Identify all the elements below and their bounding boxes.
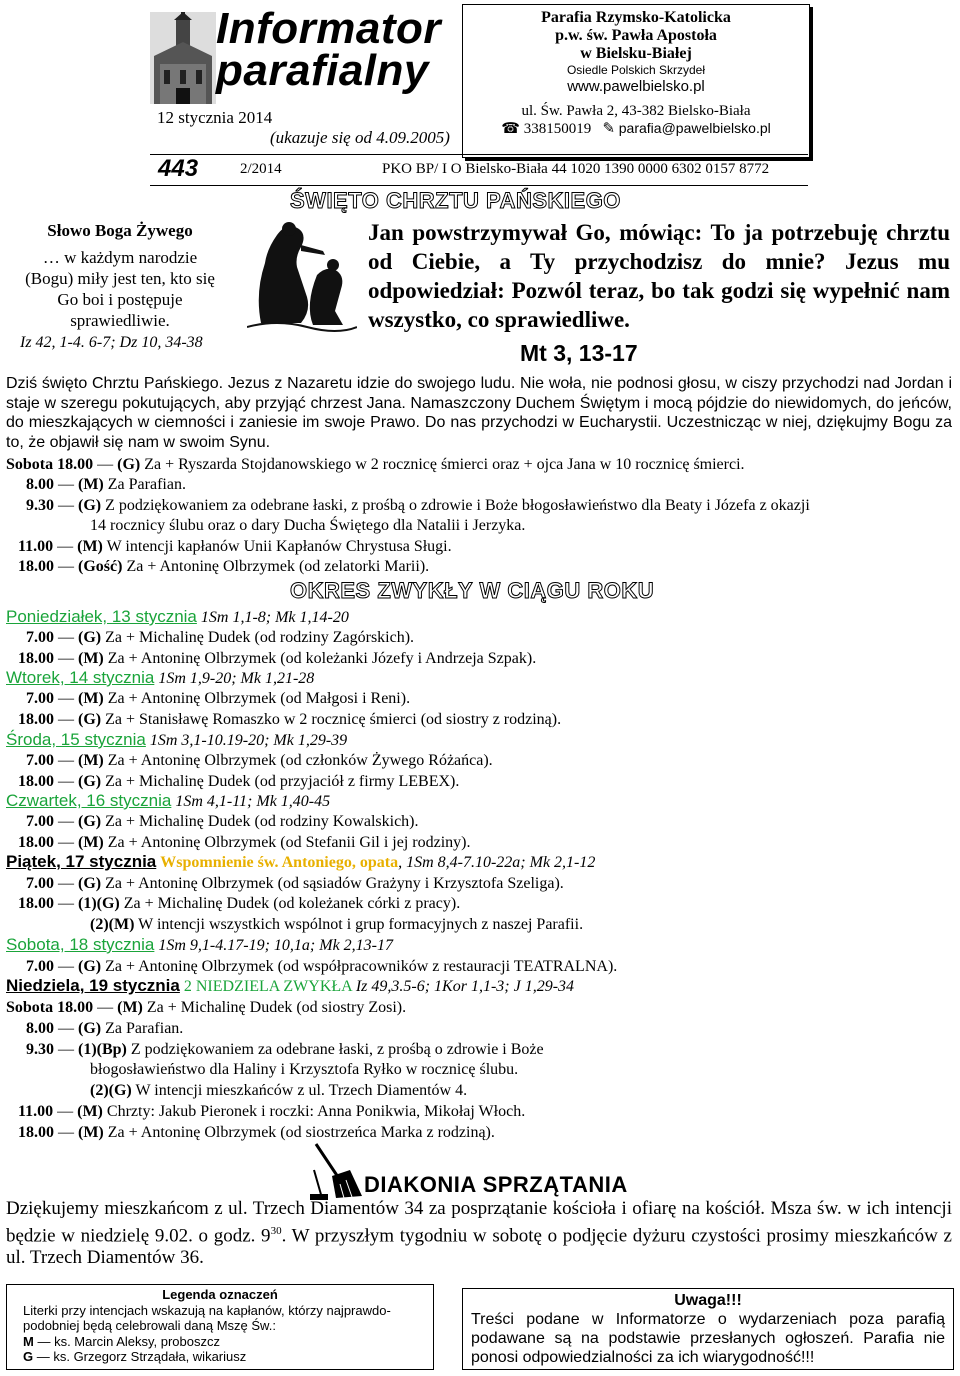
broom-icon <box>310 1140 366 1200</box>
legend-item-m: M — ks. Marcin Aleksy, proboszcz <box>23 1333 220 1349</box>
mass-entry-continued: błogosławieństwo dla Haliny i Krzysztofa Ryłko w rocznicę ślubu. <box>90 1061 519 1078</box>
mass-entry: 9.30 — (1)(Bp) Z podziękowaniem za odebrane łaski, z prośbą o zdrowie i Boże <box>26 1041 544 1058</box>
issue-sub-number: 2/2014 <box>240 161 282 177</box>
day-header-monday: Poniedziałek, 13 stycznia 1Sm 1,1-8; Mk 1,14-20 <box>6 607 349 626</box>
mass-entry: 18.00 — (G) Za + Stanisławę Romaszko w 2 rocznicę śmierci (od siostry z rodziną). <box>18 711 562 728</box>
legend-title: Legenda oznaczeń <box>162 1287 278 1302</box>
mass-entry: 7.00 — (M) Za + Antoninę Olbrzymek (od Małgosi i Reni). <box>26 690 411 707</box>
day-header-tuesday: Wtorek, 14 stycznia 1Sm 1,9-20; Mk 1,21-28 <box>6 668 315 687</box>
cleaning-notice: Dziękujemy mieszkańcom z ul. Trzech Diamentów 34 za posprzątanie kościoła i ofiarę na kościół. Msza św. w ich intencji będzie w niedzielę 9.02. o godz. $9^{30}$. W przyszłym tygodniu w sobotę o podjęcie dyżuru czystości prosimy mieszkańców z ul. Trzech Diamentów 36. <box>6 1198 952 1269</box>
parish-info-box <box>462 4 810 158</box>
newsletter-title <box>216 4 441 95</box>
mass-entry: 7.00 — (M) Za + Antoninę Olbrzymek (od członków Żywego Różańca). <box>26 752 493 769</box>
mass-entry: (2)(M) W intencji wszystkich wspólnot i grup formacyjnych z naszej Parafii. <box>90 916 584 933</box>
mass-entry: 18.00 — (1)(G) Za + Michalinę Dudek (od koleżanek córki z pracy). <box>18 895 461 912</box>
mass-entry: 9.30 — (G) Z podziękowaniem za odebrane łaski, z prośbą o zdrowie i Boże błogosławieństwo dla Beaty i Józefa z okazji <box>26 497 810 514</box>
day-header-sunday: Niedziela, 19 stycznia 2 NIEDZIELA ZWYKŁA Iz 49,3.5-6; 1Kor 1,1-3; J 1,29-34 <box>6 976 575 995</box>
email-icon: ✎ <box>602 121 616 137</box>
feast-title: ŚWIĘTO CHRZTU PAŃSKIEGO <box>290 188 621 213</box>
word-line: … w każdym narodzie <box>42 248 198 267</box>
disclaimer-title: Uwaga!!! <box>674 1292 742 1309</box>
issue-number: 443 <box>158 155 199 182</box>
season-title: OKRES ZWYKŁY W CIĄGU ROKU <box>290 578 655 603</box>
parish-estate: Osiedle Polskich Skrzydeł <box>566 63 706 77</box>
day-header-wednesday: Środa, 15 stycznia 1Sm 3,1-10.19-20; Mk 1,29-39 <box>6 730 348 749</box>
mass-entry: Sobota 18.00 — (M) Za + Michalinę Dudek (od siostry Zosi). <box>6 999 407 1016</box>
parish-address: ul. Św. Pawła 2, 43-382 Bielsko-Biała <box>521 103 751 119</box>
feast-intro: Dziś święto Chrztu Pańskiego. Jezus z Nazaretu idzie do swojego ludu. Nie woła, nie podnosi głosu, w ciszy przychodzi nad Jordan i staje w szeregu pokutujących, aby przyjąć chrzest Jana. Namaszczony Duchem Świętym i mocą pójdzie do niewidomych, do jeńców, do mieszkających w ciemności i zaniesie im swoje Prawo. Do nas przychodzi w Eucharystii. Uczestnicząc w niej, dziękujmy Bogu za to, że objawił się nam w swoim Synu. <box>6 375 952 451</box>
mass-entry: (2)(G) W intencji mieszkańców z ul. Trzech Diamentów 4. <box>90 1082 468 1099</box>
legend-item-g: G — ks. Grzegorz Strządała, wikariusz <box>23 1349 247 1364</box>
mass-entry: 18.00 — (Gość) Za + Antoninę Olbrzymek (od zelatorki Marii). <box>18 558 430 575</box>
parish-email[interactable]: parafia@pawelbielsko.pl <box>618 120 771 136</box>
word-line: Go boi i postępuje <box>57 290 183 309</box>
gospel-quote: Jan powstrzymywał Go, mówiąc: To ja potrzebuję chrztu od Ciebie, a Ty przychodzisz do mnie? Jezus mu odpowiedział: Pozwól teraz, bo tak godzi się wypełnić nam wszystko, co sprawiedliwe. <box>368 220 950 332</box>
word-of-god-box <box>20 220 220 331</box>
phone-icon: ☎ <box>501 121 520 137</box>
parish-city: w Bielsku-Białej <box>580 45 692 62</box>
legend-box <box>6 1284 434 1370</box>
parish-phone: 338150019 <box>523 121 592 137</box>
mass-entry: 18.00 — (M) Za + Antoninę Olbrzymek (od Stefanii Gil i jej rodziny). <box>18 834 471 851</box>
published-since: (ukazuje się od 4.09.2005) <box>270 128 450 147</box>
cleaning-section-title: DIAKONIA SPRZĄTANIA <box>364 1172 628 1197</box>
contact-line <box>463 120 809 138</box>
mass-entry: 11.00 — (M) W intencji kapłanów Unii Kapłanów Chrystusa Sługi. <box>18 538 452 555</box>
day-header-thursday: Czwartek, 16 stycznia 1Sm 4,1-11; Mk 1,40-45 <box>6 791 331 810</box>
word-reference: Iz 42, 1-4. 6-7; Dz 10, 34-38 <box>20 334 203 351</box>
word-line: (Bogu) miły jest ten, kto się <box>25 269 215 288</box>
word-line: sprawiedliwie. <box>70 311 170 330</box>
legend-description: Literki przy intencjach wskazują na kapłanów, którzy najprawdo-podobniej będą celebrowali daną Mszę Św.: <box>23 1302 391 1333</box>
issue-date: 12 stycznia 2014 <box>157 108 273 127</box>
parish-website[interactable]: www.pawelbielsko.pl <box>567 78 705 95</box>
mass-entry: 18.00 — (M) Za + Antoninę Olbrzymek (od siostrzeńca Marka z rodziną). <box>18 1124 495 1141</box>
word-title: Słowo Boga Żywego <box>47 221 193 240</box>
mass-entry: 7.00 — (G) Za + Michalinę Dudek (od rodziny Kowalskich). <box>26 813 419 830</box>
day-header-friday: Piątek, 17 stycznia Wspomnienie św. Antoniego, opata, 1Sm 8,4-7.10-22a; Mk 2,1-12 <box>6 852 596 871</box>
church-logo-icon <box>150 12 216 104</box>
mass-entry: 7.00 — (G) Za + Antoninę Olbrzymek (od sąsiadów Grażyny i Krzysztofa Szeliga). <box>26 875 564 892</box>
bank-account: PKO BP/ I O Bielsko-Biała 44 1020 1390 0000 6302 0157 8772 <box>382 161 770 177</box>
mass-entry: 18.00 — (G) Za + Michalinę Dudek (od przyjaciół z firmy LEBEX). <box>18 773 460 790</box>
mass-entry-continued: 14 rocznicy ślubu oraz o dary Ducha Świętego dla Natalii i Jerzyka. <box>90 517 526 534</box>
disclaimer-box <box>462 1288 954 1370</box>
mass-entry: 7.00 — (G) Za + Michalinę Dudek (od rodziny Zagórskich). <box>26 629 415 646</box>
baptism-illustration-icon <box>247 215 357 335</box>
title-line-1: Informator <box>216 4 441 53</box>
mass-entry: 18.00 — (M) Za + Antoninę Olbrzymek (od koleżanki Józefy i Andrzeja Szpak). <box>18 650 537 667</box>
parish-patron: p.w. św. Pawła Apostoła <box>555 27 717 44</box>
disclaimer-text: Treści podane w Informatorze o wydarzeniach poza parafią podawane są na podstawie przesłanych ogłoszeń. Parafia nie ponosi odpowiedzialności za ich wiarygodność!!! <box>471 1311 945 1366</box>
gospel-reference: Mt 3, 13-17 <box>520 340 638 366</box>
mass-entry: 7.00 — (G) Za + Antoninę Olbrzymek (od współpracowników z restauracji TEATRALNA). <box>26 958 618 975</box>
title-line-2: parafialny <box>216 46 429 95</box>
day-header-saturday: Sobota, 18 stycznia 1Sm 9,1-4.17-19; 10,1a; Mk 2,13-17 <box>6 935 393 954</box>
mass-entry: 8.00 — (M) Za Parafian. <box>26 476 186 493</box>
mass-entry: 8.00 — (G) Za Parafian. <box>26 1020 184 1037</box>
mass-entry: 11.00 — (M) Chrzty: Jakub Pieronek i roczki: Anna Ponikwia, Mikołaj Włoch. <box>18 1103 526 1120</box>
parish-name: Parafia Rzymsko-Katolicka <box>541 9 731 26</box>
mass-entry: Sobota 18.00 — (G) Za + Ryszarda Stojdanowskiego w 2 rocznicę śmierci oraz + ojca Jana w 10 rocznicę śmierci. <box>6 456 745 473</box>
